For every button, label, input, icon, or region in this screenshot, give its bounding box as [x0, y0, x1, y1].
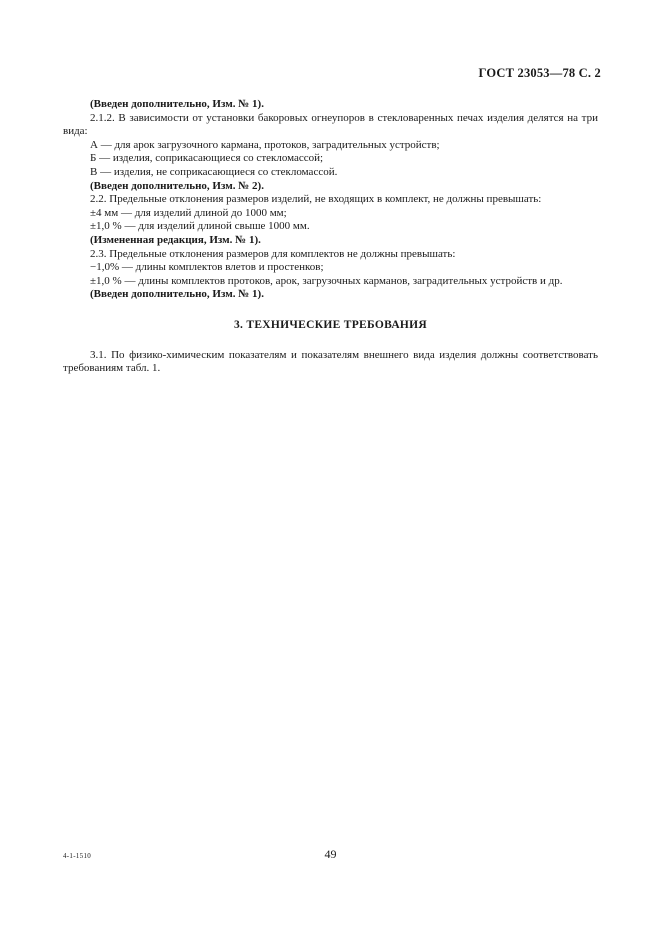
document-header-reference: ГОСТ 23053—78 С. 2	[478, 66, 601, 80]
print-code: 4-1-1510	[63, 852, 92, 860]
amendment-note: (Введен дополнительно, Изм. № 1).	[90, 288, 264, 301]
tolerance-item: ±1,0 % — для изделий длиной свыше 1000 мм.	[90, 220, 310, 233]
clause-3-1: 3.1. По физико-химическим показателям и показателям внешнего вида изделия должны соответствовать требованиям табл. 1.	[63, 348, 598, 375]
document-body	[63, 98, 598, 376]
tolerance-item: ±4 мм — для изделий длиной до 1000 мм;	[90, 206, 287, 219]
clause-2-1-2: 2.1.2. В зависимости от установки бакоровых огнеупоров в стекловаренных печах изделия делятся на три вида:	[63, 111, 598, 138]
page-number: 49	[324, 847, 337, 861]
tolerance-item: ±1,0 % — длины комплектов протоков, арок, загрузочных карманов, заградительных устройств и др.	[90, 274, 563, 287]
amendment-note: (Введен дополнительно, Изм. № 1).	[90, 98, 264, 110]
list-item-b: Б — изделия, соприкасающиеся со стекломассой;	[90, 152, 324, 165]
tolerance-item: −1,0% — длины комплектов влетов и простенков;	[90, 261, 324, 274]
list-item-a: А — для арок загрузочного кармана, протоков, заградительных устройств;	[90, 138, 440, 151]
amendment-note: (Введен дополнительно, Изм. № 2).	[90, 179, 264, 192]
amendment-note: (Измененная редакция, Изм. № 1).	[90, 233, 261, 246]
section-title: 3. ТЕХНИЧЕСКИЕ ТРЕБОВАНИЯ	[233, 318, 428, 331]
clause-2-2: 2.2. Предельные отклонения размеров изделий, не входящих в комплект, не должны превышать:	[90, 193, 542, 206]
clause-2-3: 2.3. Предельные отклонения размеров для комплектов не должны превышать:	[90, 247, 456, 260]
list-item-v: В — изделия, не соприкасающиеся со стекломассой.	[90, 165, 338, 178]
